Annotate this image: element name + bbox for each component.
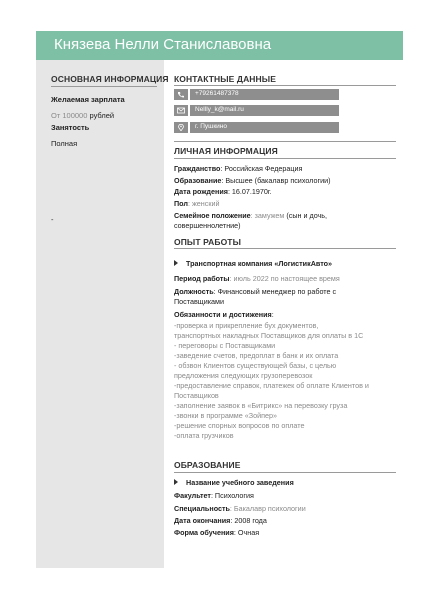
candidate-name: Князева Нелли Станиславовна [54, 36, 272, 53]
section-divider [174, 158, 396, 159]
position-row-cont: Поставщиками [174, 297, 224, 306]
location-icon [174, 122, 188, 133]
experience-title: ОПЫТ РАБОТЫ [174, 237, 241, 247]
faculty-row: Факультет: Психология [174, 491, 254, 500]
company-name: Транспортная компания «ЛогистикАвто» [186, 259, 333, 268]
salary-value: От 100000 рублей [51, 111, 115, 120]
phone-value: +79261487378 [195, 90, 239, 97]
salary-label: Желаемая зарплата [51, 95, 125, 104]
section-divider [51, 86, 157, 87]
family-row-cont: совершеннолетние) [174, 221, 241, 230]
duty-item: -заполнение заявок в «Битрикс» на перевозку груза [174, 401, 348, 410]
family-row: Семейное положение: замужем (сын и дочь, [174, 211, 328, 220]
contact-phone[interactable] [174, 89, 339, 100]
phone-icon [174, 89, 188, 100]
education-row: Образование: Высшее (бакалавр психологии) [174, 176, 331, 185]
resume-header [36, 31, 403, 60]
section-divider [174, 85, 396, 86]
section-divider [174, 141, 396, 142]
basic-info-title: ОСНОВНАЯ ИНФОРМАЦИЯ [51, 74, 169, 84]
section-divider [174, 248, 396, 249]
education-title: ОБРАЗОВАНИЕ [174, 460, 241, 470]
sidebar-dash: - [51, 215, 54, 224]
duty-item: транспортных накладных Поставщиков для оплаты в 1С [174, 331, 364, 340]
duty-item: - обзвон Клиентов существующей базы, с целью [174, 361, 337, 370]
duties-label: Обязанности и достижения: [174, 310, 274, 319]
duty-item: - переговоры с Поставщиками [174, 341, 276, 350]
bullet-triangle-icon [174, 479, 178, 485]
graduation-row: Дата окончания: 2008 года [174, 516, 267, 525]
email-value: Nellly_k@mail.ru [195, 106, 244, 113]
personal-info-title: ЛИЧНАЯ ИНФОРМАЦИЯ [174, 146, 278, 156]
institution-name: Название учебного заведения [186, 478, 294, 487]
employment-value: Полная [51, 139, 78, 148]
sidebar [36, 60, 169, 568]
employment-label: Занятость [51, 123, 90, 132]
duty-item: -звонки в программе «Зойпер» [174, 411, 277, 420]
duty-item: -оплата грузчиков [174, 431, 234, 440]
duty-item: -заведение счетов, предоплат в банк и их оплата [174, 351, 339, 360]
section-divider [174, 472, 396, 473]
duty-item: -решение спорных вопросов по оплате [174, 421, 305, 430]
specialty-row: Специальность: Бакалавр психологии [174, 504, 306, 513]
bullet-triangle-icon [174, 260, 178, 266]
contact-location[interactable] [174, 122, 339, 133]
period-row: Период работы: июль 2022 по настоящее время [174, 274, 340, 283]
study-form-row: Форма обучения: Очная [174, 528, 260, 537]
contact-email[interactable] [174, 105, 339, 116]
position-row: Должность: Финансовый менеджер по работе с [174, 287, 337, 296]
duty-item: -предоставление справок, платежек об оплате Клиентов и [174, 381, 369, 390]
duty-item: -проверка и прикрепление бух документов, [174, 321, 319, 330]
sex-row: Пол: женский [174, 199, 220, 208]
mail-icon [174, 105, 188, 116]
duty-item: Поставщиков [174, 391, 219, 400]
birth-date-row: Дата рождения: 16.07.1970г. [174, 187, 272, 196]
citizenship-row: Гражданство: Российская Федерация [174, 164, 303, 173]
location-value: г. Пушкино [195, 123, 228, 130]
contacts-title: КОНТАКТНЫЕ ДАННЫЕ [174, 74, 276, 84]
duty-item: предложения следующих грузоперевозок [174, 371, 313, 380]
